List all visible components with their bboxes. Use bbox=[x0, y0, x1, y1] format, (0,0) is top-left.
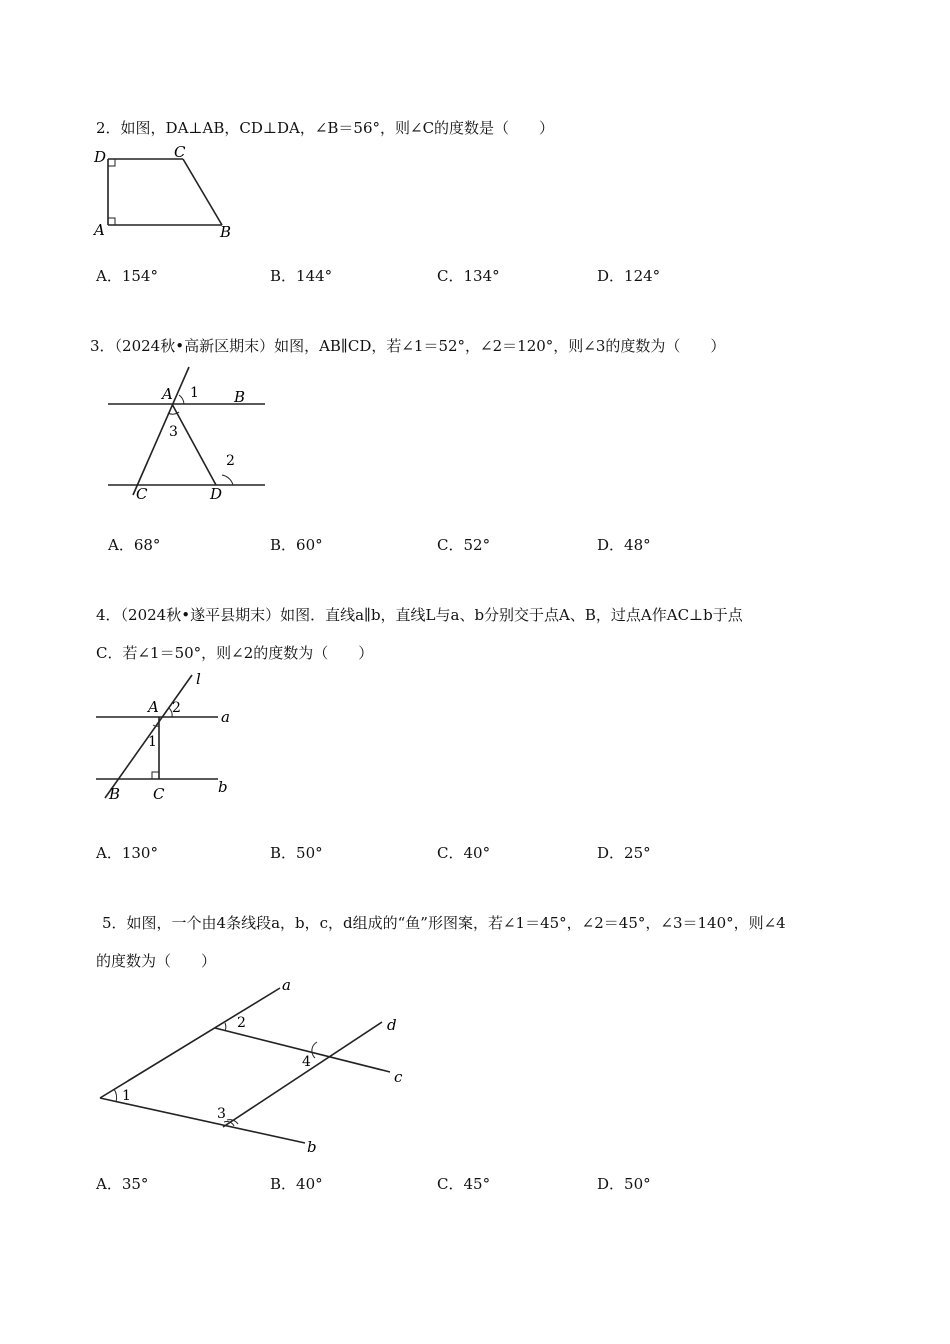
label-C: C bbox=[136, 485, 148, 503]
label-angle-2: 2 bbox=[237, 1015, 246, 1031]
option-c[interactable]: C．134° bbox=[437, 267, 500, 285]
option-a[interactable]: A．130° bbox=[96, 844, 158, 862]
label-d: d bbox=[387, 1016, 397, 1034]
label-B: B bbox=[220, 223, 232, 241]
label-D: D bbox=[94, 148, 107, 166]
question-2-stem: 2．如图，DA⊥AB，CD⊥DA，∠B＝56°，则∠C的度数是（ ） bbox=[96, 119, 555, 137]
label-a: a bbox=[282, 976, 291, 994]
label-angle-1: 1 bbox=[190, 385, 199, 401]
question-4-stem-line2: C．若∠1＝50°，则∠2的度数为（ ） bbox=[96, 644, 374, 662]
question-5-stem-line2: 的度数为（ ） bbox=[96, 952, 217, 970]
option-c[interactable]: C．40° bbox=[437, 844, 491, 862]
option-c[interactable]: C．45° bbox=[437, 1175, 491, 1193]
label-A: A bbox=[94, 221, 105, 239]
option-d[interactable]: D．124° bbox=[597, 267, 661, 285]
option-c[interactable]: C．52° bbox=[437, 536, 491, 554]
option-a[interactable]: A．154° bbox=[96, 267, 158, 285]
option-d[interactable]: D．25° bbox=[597, 844, 651, 862]
option-b[interactable]: B．50° bbox=[270, 844, 323, 862]
label-angle-3: 3 bbox=[217, 1106, 226, 1122]
question-5-figure bbox=[93, 978, 423, 1158]
question-2-figure bbox=[90, 145, 240, 245]
label-b: b bbox=[218, 778, 228, 796]
label-angle-3: 3 bbox=[169, 424, 178, 440]
label-A: A bbox=[162, 385, 173, 403]
option-a[interactable]: A．68° bbox=[108, 536, 161, 554]
question-4-figure bbox=[93, 670, 243, 805]
label-angle-2: 2 bbox=[172, 700, 181, 716]
label-angle-2: 2 bbox=[226, 453, 235, 469]
label-C: C bbox=[153, 785, 165, 803]
option-d[interactable]: D．48° bbox=[597, 536, 651, 554]
label-b: b bbox=[307, 1138, 317, 1156]
question-3-stem: 3．（2024秋•高新区期末）如图，AB∥CD，若∠1＝52°，∠2＝120°，则∠3的度数为（ ） bbox=[90, 337, 726, 355]
question-5-stem-line1: 5．如图，一个由4条线段a，b，c，d组成的“鱼”形图案，若∠1＝45°，∠2＝45°，∠3＝140°，则∠4 bbox=[102, 914, 786, 932]
label-B: B bbox=[234, 388, 246, 406]
option-b[interactable]: B．144° bbox=[270, 267, 333, 285]
option-b[interactable]: B．40° bbox=[270, 1175, 323, 1193]
label-angle-4: 4 bbox=[302, 1054, 311, 1070]
option-b[interactable]: B．60° bbox=[270, 536, 323, 554]
option-a[interactable]: A．35° bbox=[96, 1175, 149, 1193]
label-l: l bbox=[196, 670, 201, 688]
label-angle-1: 1 bbox=[122, 1088, 131, 1104]
label-C: C bbox=[174, 143, 186, 161]
question-3-figure bbox=[105, 365, 270, 505]
label-a: a bbox=[221, 708, 230, 726]
label-D: D bbox=[210, 485, 223, 503]
question-4-stem-line1: 4．（2024秋•遂平县期末）如图．直线a∥b，直线L与a、b分别交于点A、B，过点A作AC⊥b于点 bbox=[96, 606, 743, 624]
option-d[interactable]: D．50° bbox=[597, 1175, 651, 1193]
label-A: A bbox=[148, 698, 159, 716]
label-angle-1: 1 bbox=[148, 734, 157, 750]
label-c: c bbox=[394, 1068, 403, 1086]
label-B: B bbox=[109, 785, 121, 803]
